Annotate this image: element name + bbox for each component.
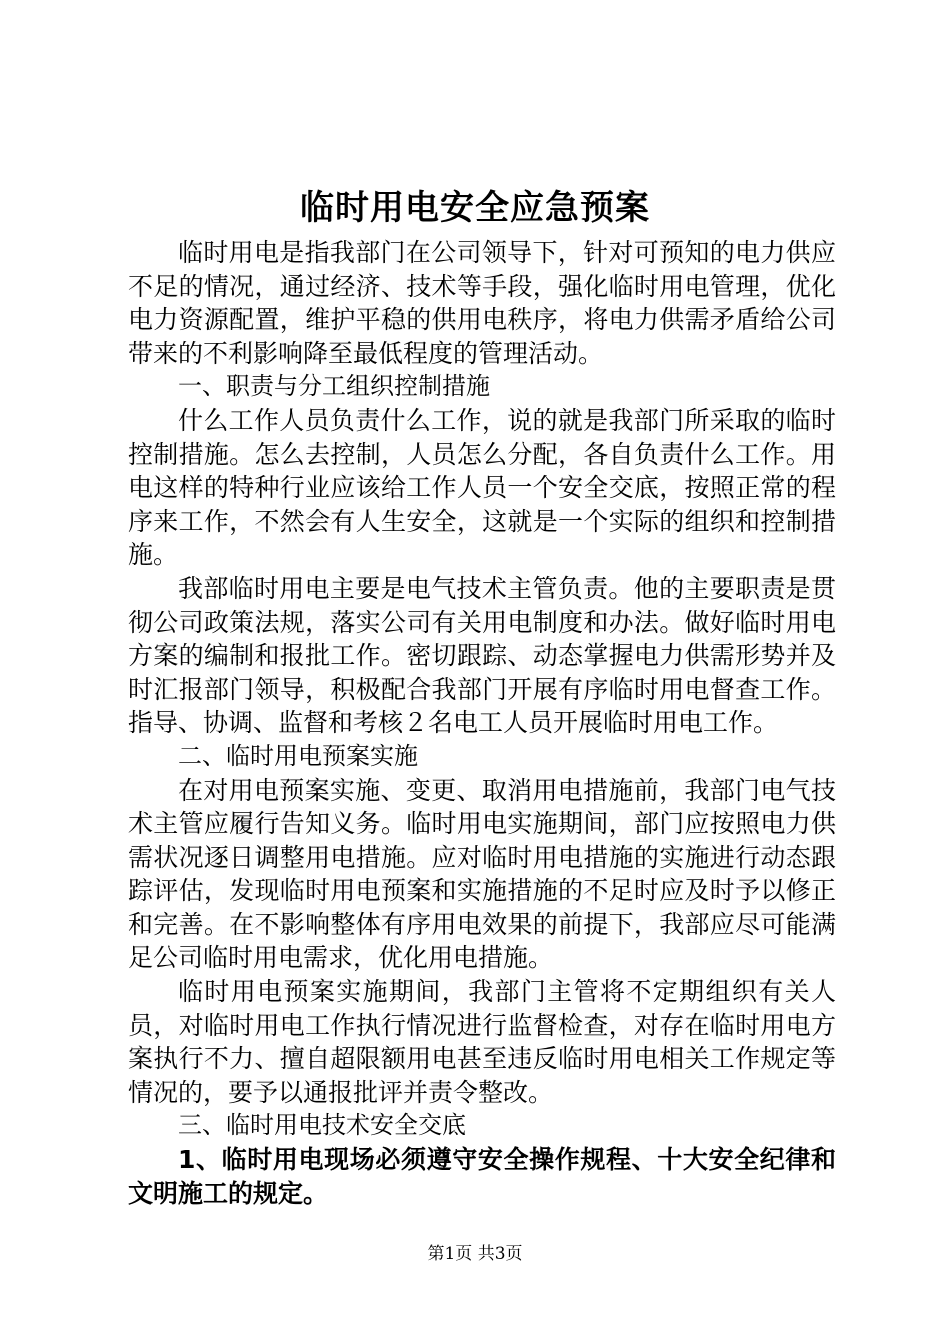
paragraph-section3-item1: 1、临时用电现场必须遵守安全操作规程、十大安全纪律和文明施工的规定。 [128,1145,836,1209]
paragraph-section2-a: 在对用电预案实施、变更、取消用电措施前，我部门电气技术主管应履行告知义务。临时用电实施期间，部门应按照电力供需状况逐日调整用电措施。应对临时用电措施的实施进行动态跟踪评估，发现临时用电预案和实施措施的不足时应及时予以修正和完善。在不影响整体有序用电效果的前提下，我部应尽可能满足公司临时用电需求，优化用电措施。 [128,775,836,973]
paragraph-section1-a: 什么工作人员负责什么工作，说的就是我部门所采取的临时控制措施。怎么去控制，人员怎么分配，各自负责什么工作。用电这样的特种行业应该给工作人员一个安全交底，按照正常的程序来工作，不然会有人生安全，这就是一个实际的组织和控制措施。 [128,405,836,570]
document-body [128,236,836,1211]
section-heading-3: 三、临时用电技术安全交底 [178,1111,466,1140]
paragraph-section2-b: 临时用电预案实施期间，我部门主管将不定期组织有关人员，对临时用电工作执行情况进行监督检查，对存在临时用电方案执行不力、擅自超限额用电甚至违反临时用电相关工作规定等情况的，要予以通报批评并责令整改。 [128,977,836,1107]
document-title: 临时用电安全应急预案 [300,188,650,228]
section-heading-2: 二、临时用电预案实施 [178,741,418,770]
page-footer: 第1页 共3页 [427,1244,523,1264]
paragraph-section1-b: 我部临时用电主要是电气技术主管负责。他的主要职责是贯彻公司政策法规，落实公司有关用电制度和办法。做好临时用电方案的编制和报批工作。密切跟踪、动态掌握电力供需形势并及时汇报部门领导，积极配合我部门开展有序临时用电督查工作。指导、协调、监督和考核２名电工人员开展临时用电工作。 [128,573,836,738]
section-heading-1: 一、职责与分工组织控制措施 [178,372,490,401]
paragraph-intro: 临时用电是指我部门在公司领导下，针对可预知的电力供应不足的情况，通过经济、技术等手段，强化临时用电管理，优化电力资源配置，维护平稳的供用电秩序，将电力供需矛盾给公司带来的不利影响降至最低程度的管理活动。 [128,238,836,368]
